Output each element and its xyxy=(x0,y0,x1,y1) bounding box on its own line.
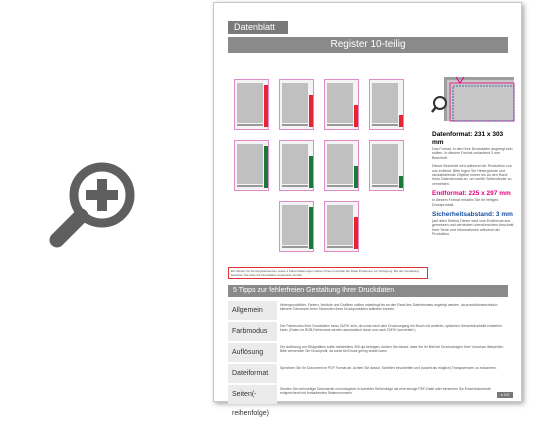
tip-text: Speichern Sie Ihr Dokument im PDF Format ab. Achten Sie darauf, Schriften einzubetten und (soweit als möglich) Transparenzen zu reduzieren. xyxy=(280,366,497,370)
tip-text: Hintergrundbilder, Farben, Verläufe und Grafiken sollten unbedingt bis an den Rand des Datenformats angelegt werden, da produktionstechnisch kleinere Toleranzen beim Schneiden Ihres Druckproduktes auftreten können. xyxy=(280,303,498,312)
thumbnail-artwork xyxy=(237,83,263,123)
register-page-thumbnail xyxy=(324,79,359,130)
register-page-thumbnail xyxy=(279,140,314,191)
tip-label: Seiten(-reihenfolge) xyxy=(228,385,277,404)
thumbnail-footer xyxy=(327,246,353,248)
final-format-heading: Endformat: 225 x 297 mm xyxy=(432,190,511,198)
register-tab-stripe xyxy=(354,217,358,249)
tip-text: Die Auflösung von Bildgrafiken sollte mindestens 300 dpi betragen. Achten Sie darauf, dass Sie Ihr Bild bei Druckvorlagen Ihrer Vorschau überprüfen. Bitte verwenden Sie Druckprofil, da sonst bei Druck gering wirken kann. xyxy=(280,345,505,354)
data-format-text: Das Format, in dem Ihre Druckdaten angelegt sein sollten. In diesem Format umlaufend 3 mm Beschnitt. xyxy=(432,147,513,160)
register-page-thumbnail xyxy=(369,140,404,191)
register-tab-stripe xyxy=(399,115,403,127)
register-page-thumbnail xyxy=(324,201,359,252)
register-tab-stripe xyxy=(309,95,313,127)
tip-text: Senden Sie mehrseitige Dokumente chronologisch in korrekter Reihenfolge als eine einzige PDF-Datei oder benennen Sie Einzeldokumente entsprechend mit fortlaufenden Seitennummern. xyxy=(280,387,491,396)
tip-row xyxy=(228,364,508,383)
thumbnail-artwork xyxy=(372,83,398,123)
register-tab-stripe xyxy=(354,105,358,127)
thumbnail-footer xyxy=(372,185,398,187)
thumbnail-artwork xyxy=(237,144,263,184)
register-page-thumbnail xyxy=(234,140,269,191)
register-tab-stripe xyxy=(264,146,268,188)
thumbnail-artwork xyxy=(327,205,353,245)
thumbnail-artwork xyxy=(327,83,353,123)
register-tab-stripe xyxy=(264,85,268,127)
thumbnail-artwork xyxy=(282,83,308,123)
data-format-heading: Datenformat: 231 x 303 mm xyxy=(432,131,504,146)
thumbnail-footer xyxy=(282,246,308,248)
safety-distance-heading: Sicherheitsabstand: 3 mm xyxy=(432,211,513,219)
thumbnail-footer xyxy=(282,185,308,187)
thumbnail-footer xyxy=(327,124,353,126)
thumbnail-footer xyxy=(237,124,263,126)
tip-text: Der Farbmodus Ihrer Druckdaten muss CMYK sein, da sonst nach dem Druckvorgang ein Bruch mit anderen, optischen Gesamtdruckbild entstehen kann. (Daten im RGB-Farbmodus werden automatisch durch uns nach CMYK konvertiert.) xyxy=(280,324,503,333)
thumbnail-footer xyxy=(282,124,308,126)
zoom-magnifier-icon[interactable] xyxy=(40,150,150,260)
tip-label: Farbmodus xyxy=(228,322,277,341)
tip-label: Allgemein xyxy=(228,301,277,320)
format-diagram xyxy=(432,73,516,123)
register-page-thumbnail xyxy=(279,79,314,130)
tip-row xyxy=(228,322,508,341)
thumbnail-artwork xyxy=(282,144,308,184)
thumbnail-footer xyxy=(237,185,263,187)
datasheet-label: Datenblatt xyxy=(228,21,288,34)
register-tab-stripe xyxy=(309,156,313,188)
register-page-thumbnail xyxy=(234,79,269,130)
tip-label: Dateiformat xyxy=(228,364,277,383)
tips-heading: 5 Tipps zur fehlerfreien Gestaltung Ihrer Druckdaten xyxy=(228,285,508,297)
thumbnail-footer xyxy=(372,124,398,126)
tip-label: Auflösung xyxy=(228,343,277,362)
register-page-thumbnail xyxy=(279,201,314,252)
register-tab-stripe xyxy=(399,176,403,188)
page-number: s.1/2 xyxy=(497,392,513,398)
tip-row xyxy=(228,343,508,362)
trim-text: Dieser Beschnitt wird während der Produktion von uns entfernt. Bitte legen Sie Hintergründe und randabfallende Objekte immer bis an den Rand Ihres Datenformats an, um weiße Seitenränder zu vermeiden. xyxy=(432,164,512,186)
datasheet-page[interactable] xyxy=(213,2,522,417)
final-format-text: In diesem Format erhalten Sie Ihr fertiges Druckprodukt. xyxy=(432,198,499,207)
register-page-thumbnail xyxy=(369,79,404,130)
thumbnail-footer xyxy=(327,185,353,187)
page-title: Register 10-teilig xyxy=(228,37,508,53)
thumbnail-artwork xyxy=(372,144,398,184)
tip-row xyxy=(228,385,508,417)
safety-distance-text: (auf allen Seiten) Dieser wird vom Endformat aus gemessen und verhindert unerwünschten Anschnitt Ihrer Texte und Informationen während der Produktion. xyxy=(432,219,514,237)
register-page-thumbnail xyxy=(324,140,359,191)
thumbnail-artwork xyxy=(282,205,308,245)
thumbnail-artwork xyxy=(327,144,353,184)
template-note: Ein Muster für die Registertaschen sowie 4 Kartenhalterungen stehen Ihnen innerhalb der Datei Positionen zur Verfügung. Bei der Gestaltung beachten Sie dass die Druckdaten angepasst werden. xyxy=(228,267,428,279)
register-tab-stripe xyxy=(309,207,313,249)
register-tab-stripe xyxy=(354,166,358,188)
tip-row xyxy=(228,301,508,320)
